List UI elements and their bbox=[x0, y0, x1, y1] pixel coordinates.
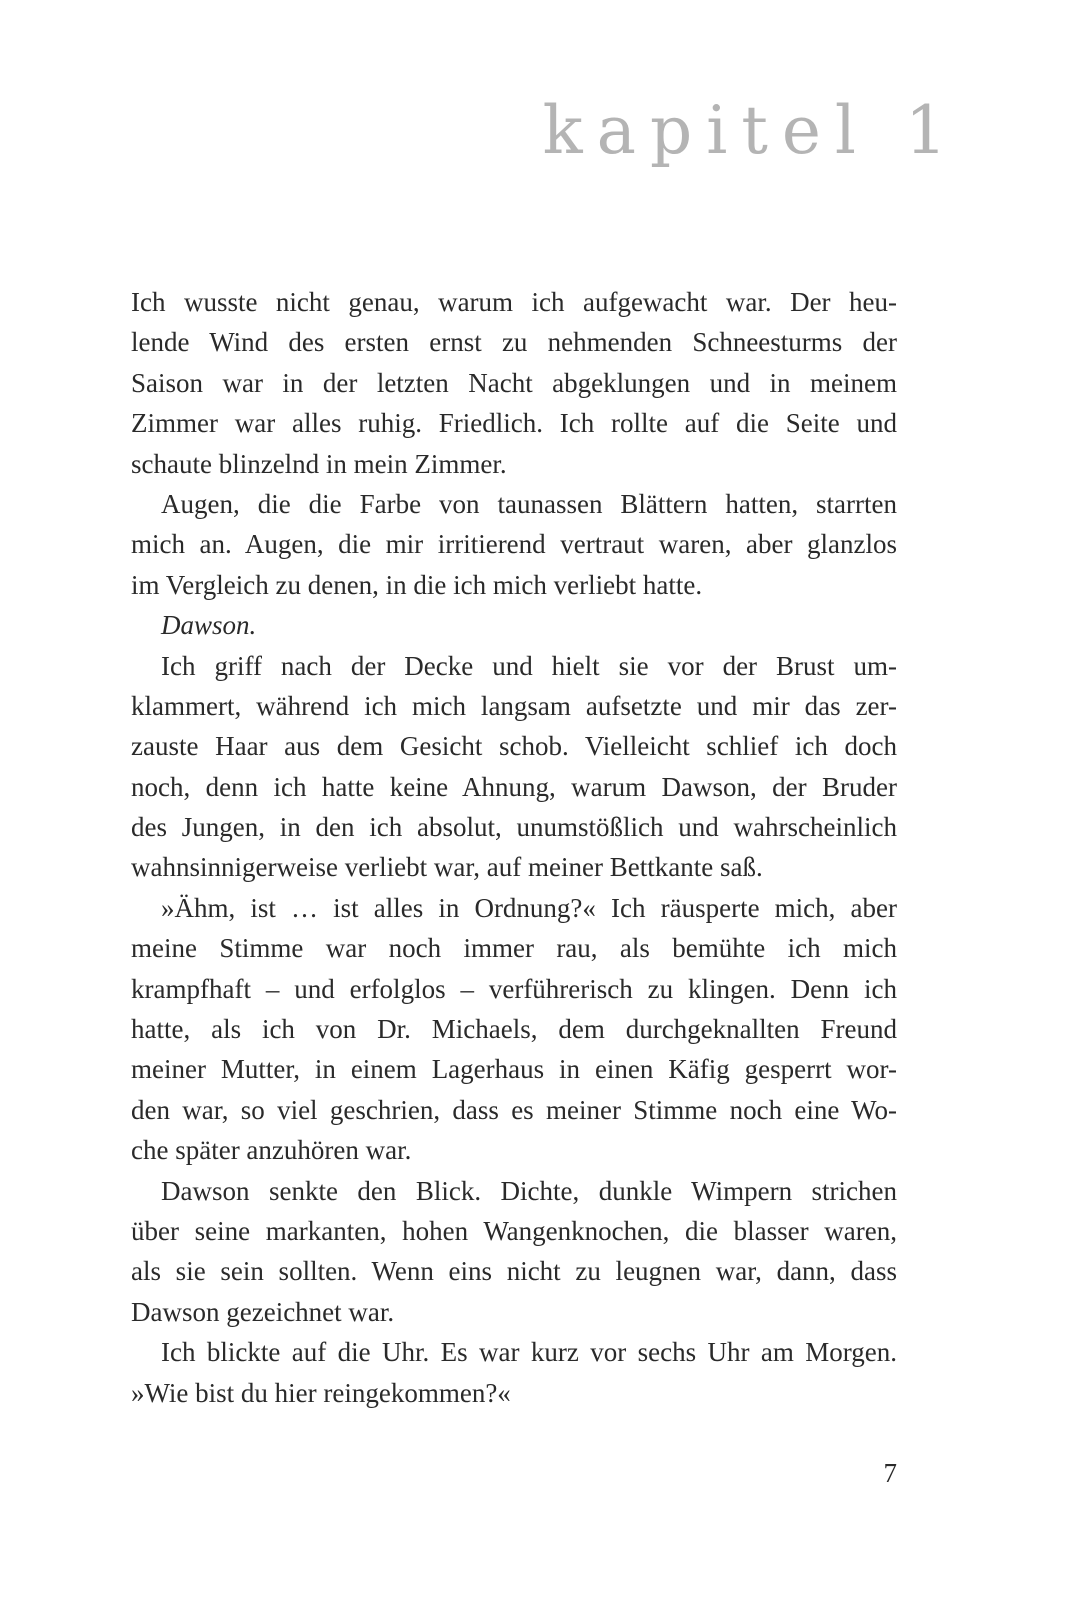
text-line: klammert, während ich mich langsam aufsetzte und mir das zer- bbox=[131, 690, 897, 721]
text-line: als sie sein sollten. Wenn eins nicht zu leugnen war, dann, dass bbox=[131, 1256, 897, 1287]
body-text bbox=[131, 282, 897, 1413]
text-line: »Wie bist du hier reingekommen?« bbox=[131, 1377, 511, 1408]
chapter-heading: kapitel 1 bbox=[542, 92, 961, 169]
text-line: den war, so viel geschrien, dass es meiner Stimme noch eine Wo- bbox=[131, 1094, 897, 1125]
text-line: zauste Haar aus dem Gesicht schob. Vielleicht schlief ich doch bbox=[131, 731, 897, 762]
page-number: 7 bbox=[883, 1458, 897, 1488]
text-line: im Vergleich zu denen, in die ich mich verliebt hatte. bbox=[131, 569, 703, 600]
text-line: schaute blinzelnd in mein Zimmer. bbox=[131, 448, 507, 479]
text-line: krampfhaft – und erfolglos – verführerisch zu klingen. Denn ich bbox=[131, 973, 897, 1004]
text-line: noch, denn ich hatte keine Ahnung, warum Dawson, der Bruder bbox=[131, 771, 897, 802]
text-line: Ich blickte auf die Uhr. Es war kurz vor sechs Uhr am Morgen. bbox=[161, 1337, 897, 1368]
text-line: über seine markanten, hohen Wangenknochen, die blasser waren, bbox=[131, 1215, 897, 1246]
text-line: Ich griff nach der Decke und hielt sie vor der Brust um- bbox=[161, 650, 897, 681]
text-line: wahnsinnigerweise verliebt war, auf meiner Bettkante saß. bbox=[131, 852, 763, 883]
text-line: Dawson senkte den Blick. Dichte, dunkle Wimpern strichen bbox=[161, 1175, 897, 1206]
text-line: lende Wind des ersten ernst zu nehmenden Schneesturms der bbox=[131, 327, 897, 358]
text-line: Dawson. bbox=[161, 610, 257, 641]
text-line: Ich wusste nicht genau, warum ich aufgewacht war. Der heu- bbox=[131, 287, 897, 317]
text-line: Dawson gezeichnet war. bbox=[131, 1296, 395, 1327]
text-line: che später anzuhören war. bbox=[131, 1135, 412, 1166]
text-line: »Ähm, ist … ist alles in Ordnung?« Ich räusperte mich, aber bbox=[161, 892, 897, 923]
text-line: meine Stimme war noch immer rau, als bemühte ich mich bbox=[131, 933, 897, 964]
text-line: meiner Mutter, in einem Lagerhaus in einen Käfig gesperrt wor- bbox=[131, 1054, 897, 1085]
text-line: hatte, als ich von Dr. Michaels, dem durchgeknallten Freund bbox=[131, 1014, 897, 1045]
text-line: Saison war in der letzten Nacht abgeklungen und in meinem bbox=[131, 367, 897, 398]
text-line: Augen, die die Farbe von taunassen Blättern hatten, starrten bbox=[161, 488, 897, 519]
text-line: des Jungen, in den ich absolut, unumstößlich und wahrscheinlich bbox=[131, 812, 897, 843]
text-line: mich an. Augen, die mir irritierend vertraut waren, aber glanzlos bbox=[131, 529, 897, 560]
text-line: Zimmer war alles ruhig. Friedlich. Ich rollte auf die Seite und bbox=[131, 408, 897, 439]
